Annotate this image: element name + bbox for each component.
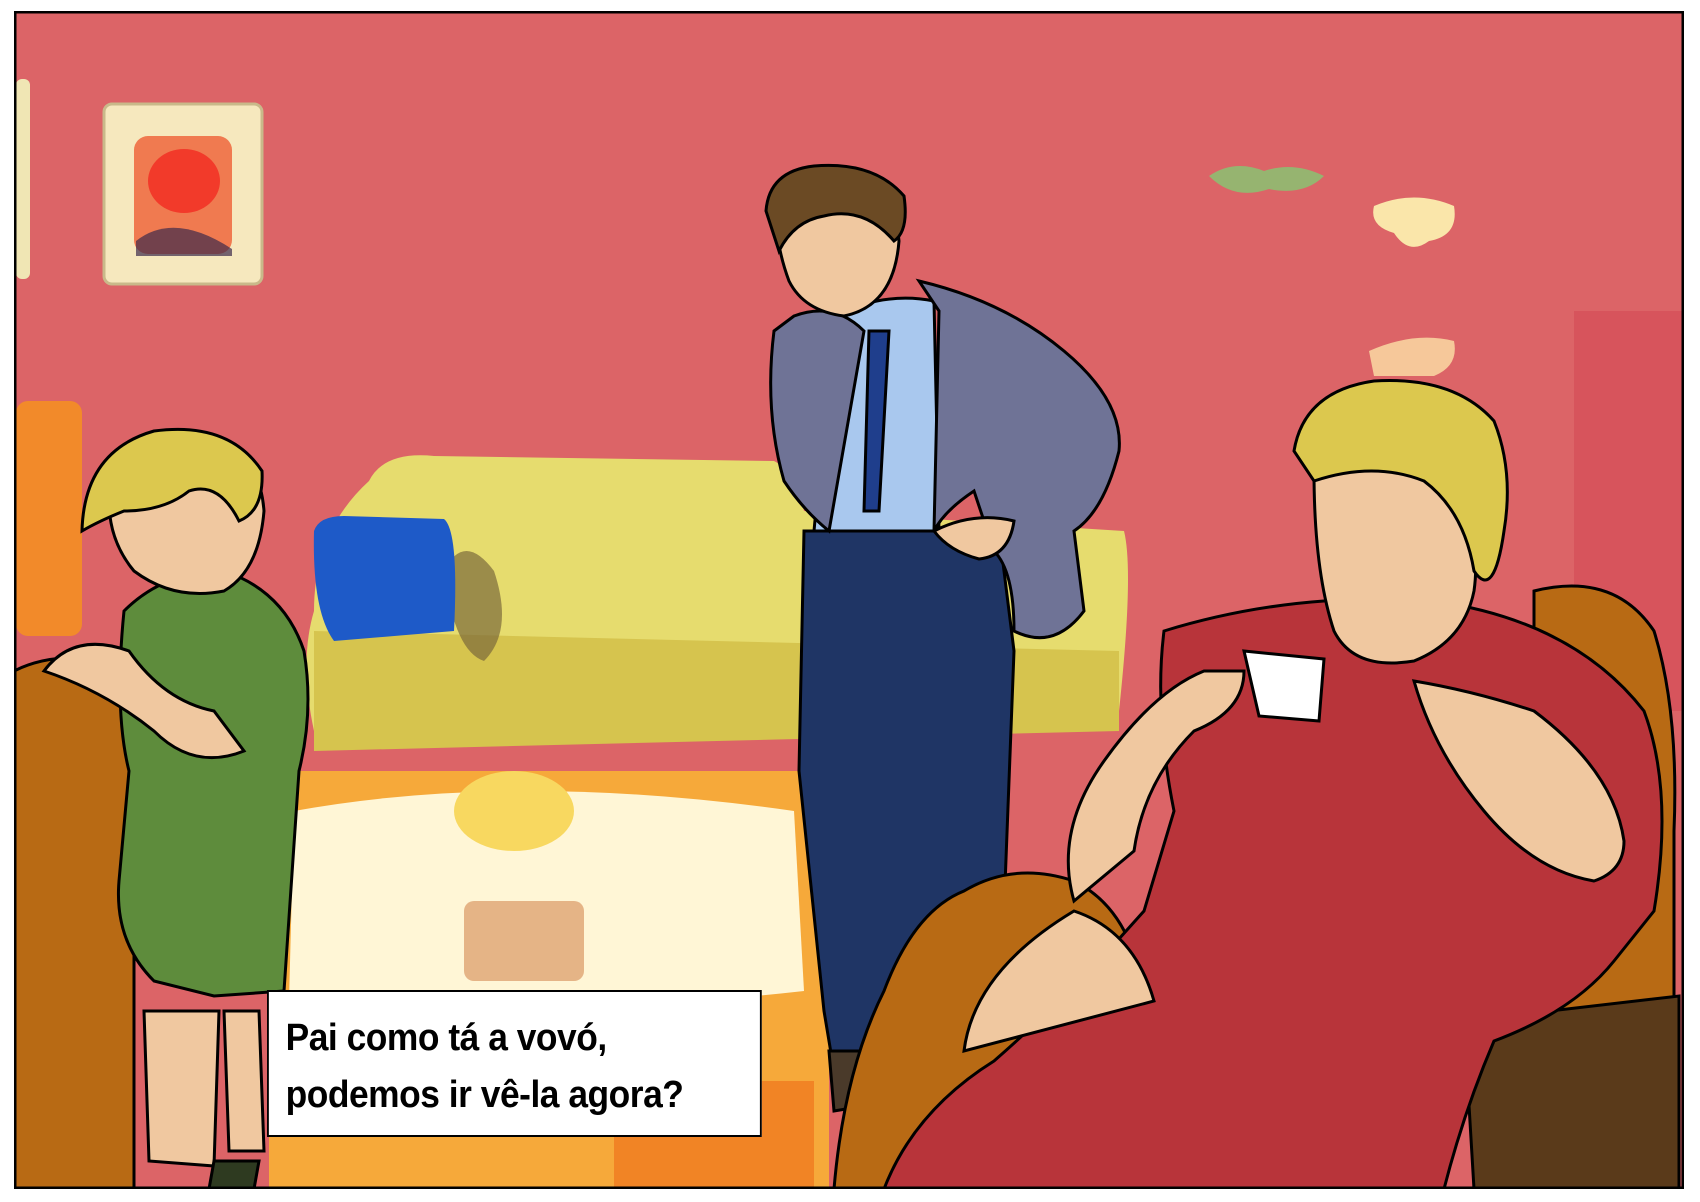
speech-caption-box xyxy=(267,990,762,1137)
caption-line-2: podemos ir vê-la agora? xyxy=(285,1074,684,1116)
comic-panel xyxy=(14,11,1684,1189)
caption-line-1: Pai como tá a vovó, xyxy=(285,1017,607,1059)
blue-pillow xyxy=(314,516,455,641)
wall-picture xyxy=(104,104,262,284)
lamp-glow xyxy=(16,401,82,636)
left-frame-strip xyxy=(16,79,30,279)
panel-artwork xyxy=(14,11,1684,1189)
